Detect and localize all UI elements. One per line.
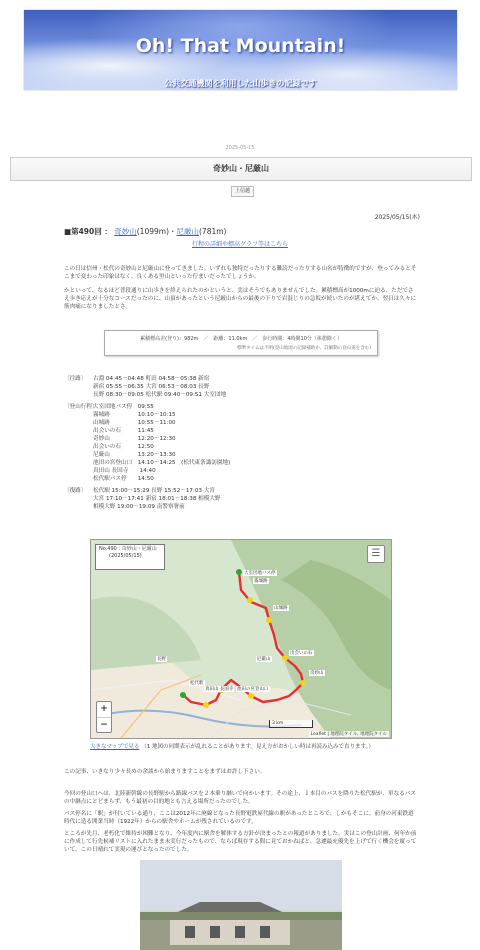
post-heading — [64, 226, 226, 237]
station-building-image — [140, 860, 342, 950]
stats-line: 累積標高差(登り)：982m ／ 距離：11.0km ／ 歩行時間：4時間10分（休憩除く） — [140, 336, 342, 342]
stats-box — [104, 330, 378, 356]
site-title[interactable]: Oh! That Mountain! — [135, 35, 346, 57]
intro-paragraph-1: この日は信州・松代の奇妙山と尼厳山に登ってきました。いずれも独特だったりする難読だったりする山名が特徴的ですが、登ってみるとそこまで変わった印象はなく、良くある里山といった佇まいだったでしょうか。 — [64, 266, 417, 280]
return-line: 相模大野 19:00－19:09 南警察署前 — [93, 504, 185, 510]
body-paragraph-4: ところが先月、老朽化で維持が困難となり、今年度内に駅舎を解体する方針が決まったとの報道がありました。実はこの登山計画、何年か前に作成して行先候補リストに入れたまま未実行だったもので、ならば現存する間に見ておかねばと、急遽最充優先を上げて行く機会を窺っていて、この日晴れて実現の運びとなったのでした。 — [64, 831, 417, 853]
hike-line: 池田の宮登山口 14:10－14:25 (松代東条諏訪園地) — [93, 460, 231, 466]
detail-link[interactable]: 行程の詳細や標高グラフ等はこちら — [191, 241, 288, 248]
post-date-small: 2025-05-15 — [225, 145, 255, 151]
map-caption — [90, 742, 374, 750]
hike-label: 〔登山行程〕 — [64, 404, 98, 410]
map-label: 奇妙山 — [310, 671, 324, 676]
map-label: 山城跡 — [274, 606, 288, 611]
zoom-control — [96, 701, 112, 733]
return-label: 〔復路〕 — [64, 488, 87, 494]
zoom-in-button[interactable]: + — [97, 702, 111, 718]
site-subtitle: 公共交通機関を利用した山歩きの記録です — [164, 79, 317, 88]
map-attribution[interactable]: Leaflet | 地理院タイル, 地理院タイル — [310, 732, 387, 737]
intro-paragraph-2: かといって、なるほど普段通りに山歩きを終えられたのかというと、実はそうでもありませんでした。累積標高が1000mに迫る、ただでさえ歩き応えが十分なコースだったのに、山頂があったという尼厳山からの最後の下りで岩混じりの急坂が続いたのが堪えてか、翌日は久々に筋肉痛になりましたとさ。 — [64, 288, 417, 310]
peak1-height: (1099m)・ — [136, 227, 177, 236]
station-photo[interactable] — [140, 860, 342, 950]
peak2-height: (781m) — [199, 227, 227, 236]
stats-note: 標準タイムは不明(登山地図の記録補助か。詳細動の登山道を含む) — [237, 346, 371, 351]
peak1-link[interactable]: 奇妙山 — [114, 227, 137, 236]
category-tag[interactable]: 上信越 — [231, 186, 254, 197]
map-label: 真田山 長国寺 — [205, 687, 234, 692]
hike-line: 真田山 長国寺 14:40 — [93, 468, 156, 474]
hike-line: 山城跡 10:55－11:00 — [93, 420, 176, 426]
hike-line: 出会いの石 11:45 — [93, 428, 154, 434]
hike-line: 霧城跡 10:10－10:15 — [93, 412, 176, 418]
outbound-line: 古淵 04:45－04:48 町田 04:58－05:38 新宿 — [93, 376, 210, 382]
map-label: 尼厳山 — [257, 657, 271, 662]
body-paragraph-3: バス停名に「駅」が付いている通り、ここは2012年に廃線となった長野電鉄屋代線の駅があったところで、しかもそこに、前身の河東鉄道時代に造る開業当時（1922年）からの駅舎やホームが残されているのです。 — [64, 811, 414, 825]
detail-link-wrap — [0, 239, 480, 248]
route-map[interactable] — [90, 539, 392, 739]
return-line: 大宮 17:10－17:41 新宿 18:01－18:38 相模大野 — [93, 496, 221, 502]
layers-icon[interactable]: ☰ — [367, 545, 385, 563]
map-label: 大室団地バス停 — [244, 571, 276, 576]
hike-line: 出会いの石 12:50 — [93, 444, 154, 450]
post-title[interactable]: 奇妙山・尼厳山 — [10, 157, 472, 181]
map-label: 松代駅 — [190, 681, 204, 686]
map-label: 霧城跡 — [254, 579, 268, 584]
hike-line: 奇妙山 12:20－12:30 — [93, 436, 176, 442]
post-date: 2025/05/15(木) — [374, 214, 420, 221]
map-label: 長野 — [157, 657, 166, 662]
map-scale: 3 km — [269, 720, 313, 728]
map-info-box — [95, 544, 165, 570]
zoom-out-button[interactable]: − — [100, 720, 108, 730]
map-label: 池田の宮登山口 — [237, 687, 269, 692]
outbound-line: 新宿 05:55－06:35 大宮 06:53－08:03 長野 — [93, 384, 210, 390]
entry-number: ■第490回 ： — [64, 227, 112, 236]
map-caption-note: （1 地図の同期表示が乱れることがあります。見え方がおかしい時は再読み込みで直ります。） — [141, 744, 374, 750]
big-map-link[interactable]: 大きなマップで見る — [90, 744, 140, 750]
outbound-label: 〔往路〕 — [64, 376, 87, 382]
hike-line: 松代駅バス停 14:50 — [93, 476, 154, 482]
peak2-link[interactable]: 尼厳山 — [176, 227, 199, 236]
return-line: 松代駅 15:00－15:29 長野 15:52－17:03 大宮 — [93, 488, 215, 494]
hike-line: 尼厳山 13:20－13:30 — [93, 452, 176, 458]
map-info-date: (2025/05/15) — [109, 553, 142, 559]
body-paragraph-1: この記事、いきなり少々長めの余談から始まりますことをまずはお許し下さい。 — [64, 769, 266, 775]
map-label: 出会いの石 — [290, 651, 313, 656]
hike-line: 大室団地バス停 09:55 — [93, 404, 154, 410]
body-paragraph-2: 今回の登山口へは、北陸新幹線の長野駅から路線バスを２本乗り継いで向かいます。その途上、１本目のバスを降りた松代駅が、単なるバスの中継点にとどまらず、もう最初の目的地とも言える場所だったのでした。 — [64, 791, 416, 805]
site-banner[interactable] — [24, 10, 457, 90]
map-info-title: No.490 : 奇妙山・尼厳山 — [99, 546, 157, 552]
outbound-line: 長野 08:30－09:05 松代駅 09:40－09:51 大室団地 — [93, 392, 227, 398]
